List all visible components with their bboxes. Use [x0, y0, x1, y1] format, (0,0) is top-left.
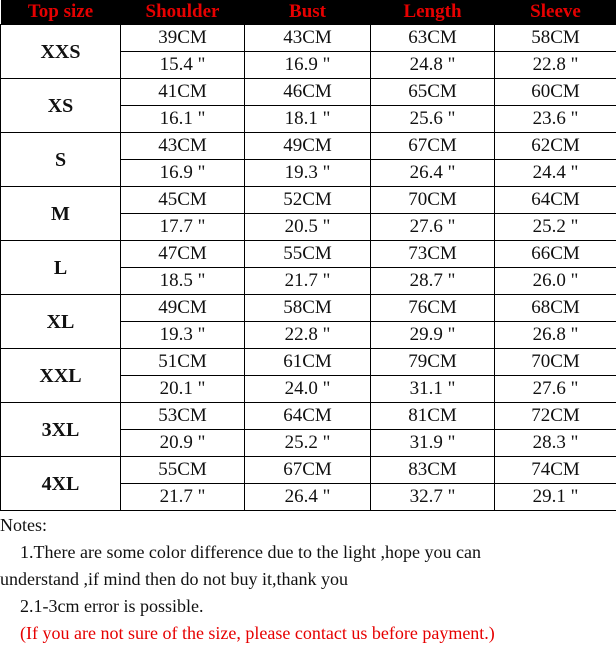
- size-label: XL: [1, 295, 121, 349]
- size-row-cm: [1, 457, 616, 484]
- cm-value-cell: 49CM: [245, 133, 371, 160]
- cm-value-cell: 61CM: [245, 349, 371, 376]
- inch-value-cell: 18.5 ": [121, 268, 245, 295]
- size-row-cm: [1, 403, 616, 430]
- cm-value-cell: 74CM: [495, 457, 616, 484]
- inch-value-cell: 27.6 ": [495, 376, 616, 403]
- size-row-cm: [1, 295, 616, 322]
- inch-value-cell: 26.4 ": [245, 484, 371, 511]
- inch-value-cell: 20.1 ": [121, 376, 245, 403]
- size-label: 3XL: [1, 403, 121, 457]
- inch-value-cell: 21.7 ": [121, 484, 245, 511]
- inch-value-cell: 16.9 ": [121, 160, 245, 187]
- size-label: L: [1, 241, 121, 295]
- inch-value-cell: 27.6 ": [371, 214, 495, 241]
- cm-value-cell: 41CM: [121, 79, 245, 106]
- notes-section: [0, 512, 616, 647]
- inch-value-cell: 17.7 ": [121, 214, 245, 241]
- cm-value-cell: 67CM: [245, 457, 371, 484]
- cm-value-cell: 51CM: [121, 349, 245, 376]
- cm-value-cell: 43CM: [121, 133, 245, 160]
- inch-value-cell: 29.9 ": [371, 322, 495, 349]
- cm-value-cell: 70CM: [371, 187, 495, 214]
- header-top-size: Top size: [1, 0, 121, 25]
- cm-value-cell: 65CM: [371, 79, 495, 106]
- inch-value-cell: 25.2 ": [495, 214, 616, 241]
- inch-value-cell: 29.1 ": [495, 484, 616, 511]
- cm-value-cell: 73CM: [371, 241, 495, 268]
- cm-value-cell: 52CM: [245, 187, 371, 214]
- size-label: XS: [1, 79, 121, 133]
- cm-value-cell: 60CM: [495, 79, 616, 106]
- cm-value-cell: 55CM: [245, 241, 371, 268]
- inch-value-cell: 15.4 ": [121, 52, 245, 79]
- cm-value-cell: 67CM: [371, 133, 495, 160]
- note-2: 2.1-3cm error is possible.: [20, 596, 204, 616]
- inch-value-cell: 22.8 ": [495, 52, 616, 79]
- cm-value-cell: 58CM: [245, 295, 371, 322]
- inch-value-cell: 31.9 ": [371, 430, 495, 457]
- header-sleeve: Sleeve: [495, 0, 616, 25]
- cm-value-cell: 39CM: [121, 25, 245, 52]
- cm-value-cell: 55CM: [121, 457, 245, 484]
- inch-value-cell: 19.3 ": [121, 322, 245, 349]
- size-row-cm: [1, 349, 616, 376]
- size-label: XXS: [1, 25, 121, 79]
- inch-value-cell: 22.8 ": [245, 322, 371, 349]
- cm-value-cell: 83CM: [371, 457, 495, 484]
- inch-value-cell: 26.8 ": [495, 322, 616, 349]
- size-label: XXL: [1, 349, 121, 403]
- inch-value-cell: 25.2 ": [245, 430, 371, 457]
- note-1: 1.There are some color difference due to the light ,hope you can: [20, 542, 481, 562]
- cm-value-cell: 47CM: [121, 241, 245, 268]
- cm-value-cell: 46CM: [245, 79, 371, 106]
- header-length: Length: [371, 0, 495, 25]
- inch-value-cell: 16.1 ": [121, 106, 245, 133]
- header-bust: Bust: [245, 0, 371, 25]
- cm-value-cell: 76CM: [371, 295, 495, 322]
- cm-value-cell: 70CM: [495, 349, 616, 376]
- inch-value-cell: 20.9 ": [121, 430, 245, 457]
- inch-value-cell: 24.0 ": [245, 376, 371, 403]
- size-row-cm: [1, 25, 616, 52]
- size-label: M: [1, 187, 121, 241]
- cm-value-cell: 79CM: [371, 349, 495, 376]
- inch-value-cell: 25.6 ": [371, 106, 495, 133]
- inch-value-cell: 19.3 ": [245, 160, 371, 187]
- cm-value-cell: 63CM: [371, 25, 495, 52]
- cm-value-cell: 62CM: [495, 133, 616, 160]
- inch-value-cell: 32.7 ": [371, 484, 495, 511]
- inch-value-cell: 20.5 ": [245, 214, 371, 241]
- size-label: 4XL: [1, 457, 121, 511]
- cm-value-cell: 68CM: [495, 295, 616, 322]
- size-chart-body: [1, 25, 616, 511]
- inch-value-cell: 28.3 ": [495, 430, 616, 457]
- inch-value-cell: 24.8 ": [371, 52, 495, 79]
- inch-value-cell: 26.4 ": [371, 160, 495, 187]
- cm-value-cell: 81CM: [371, 403, 495, 430]
- cm-value-cell: 43CM: [245, 25, 371, 52]
- header-shoulder: Shoulder: [121, 0, 245, 25]
- cm-value-cell: 64CM: [245, 403, 371, 430]
- note-1-continued: understand ,if mind then do not buy it,thank you: [0, 569, 348, 589]
- inch-value-cell: 24.4 ": [495, 160, 616, 187]
- size-label: S: [1, 133, 121, 187]
- inch-value-cell: 21.7 ": [245, 268, 371, 295]
- cm-value-cell: 49CM: [121, 295, 245, 322]
- size-row-cm: [1, 79, 616, 106]
- cm-value-cell: 58CM: [495, 25, 616, 52]
- inch-value-cell: 31.1 ": [371, 376, 495, 403]
- size-row-cm: [1, 187, 616, 214]
- cm-value-cell: 66CM: [495, 241, 616, 268]
- note-contact: (If you are not sure of the size, please contact us before payment.): [20, 623, 495, 643]
- inch-value-cell: 23.6 ": [495, 106, 616, 133]
- header-row: [1, 0, 616, 25]
- cm-value-cell: 64CM: [495, 187, 616, 214]
- cm-value-cell: 53CM: [121, 403, 245, 430]
- cm-value-cell: 72CM: [495, 403, 616, 430]
- inch-value-cell: 18.1 ": [245, 106, 371, 133]
- cm-value-cell: 45CM: [121, 187, 245, 214]
- notes-title: Notes:: [0, 515, 47, 535]
- inch-value-cell: 26.0 ": [495, 268, 616, 295]
- size-row-cm: [1, 241, 616, 268]
- inch-value-cell: 28.7 ": [371, 268, 495, 295]
- size-row-cm: [1, 133, 616, 160]
- inch-value-cell: 16.9 ": [245, 52, 371, 79]
